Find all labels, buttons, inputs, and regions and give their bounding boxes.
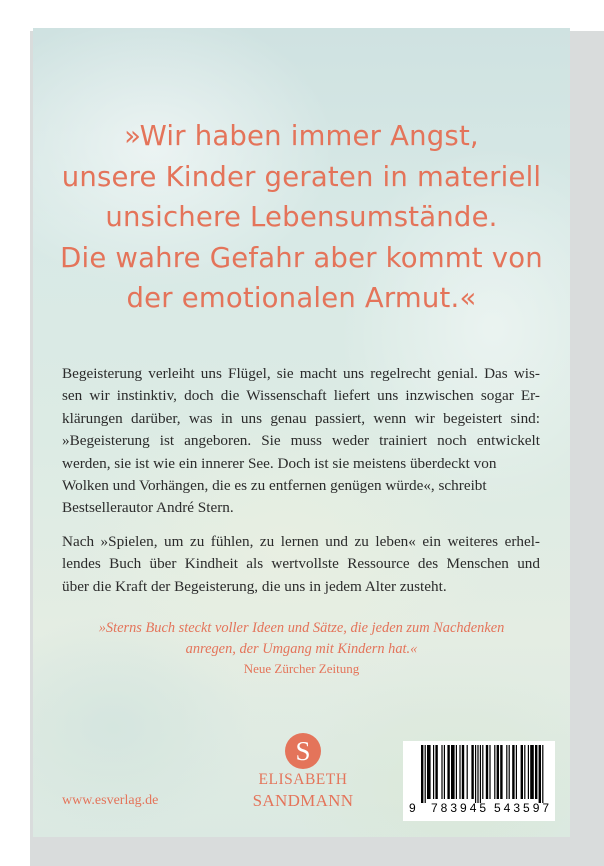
barcode-bar xyxy=(535,745,537,799)
isbn-right-group: 543597 xyxy=(494,801,553,815)
barcode-bar xyxy=(482,745,483,799)
review-line: »Sterns Buch steckt voller Ideen und Sätze, die jeden zum Nachdenken xyxy=(98,620,505,636)
isbn-number xyxy=(409,801,553,817)
publisher-name-line-1: ELISABETH xyxy=(258,771,348,788)
barcode-bar xyxy=(480,745,481,803)
barcode-bar xyxy=(459,745,460,799)
barcode-bar xyxy=(477,745,478,803)
quote-line: Die wahre Gefahr aber kommt von xyxy=(60,241,543,274)
barcode-bar xyxy=(509,745,510,799)
barcode-bar xyxy=(447,745,449,799)
description-paragraph-2 xyxy=(62,531,540,598)
barcode-bar xyxy=(444,745,445,799)
barcode-bar xyxy=(441,745,442,799)
text-line: lendes Buch über Kindheit als wertvollste Ressource des Menschen und xyxy=(62,555,540,573)
barcode-bar xyxy=(433,745,434,799)
review-source: Neue Zürcher Zeitung xyxy=(243,661,360,676)
quote-line: unsichere Lebensumstände. xyxy=(105,201,498,233)
barcode-bar xyxy=(421,745,423,803)
barcode-bar xyxy=(542,745,543,803)
barcode-bar xyxy=(506,745,507,799)
isbn-barcode xyxy=(403,741,555,821)
barcode-bar xyxy=(451,745,455,799)
quote-line: »Wir haben immer Angst, xyxy=(124,120,479,152)
review-line: anregen, der Umgang mit Kindern hat.« xyxy=(185,640,418,657)
barcode-bar xyxy=(486,745,488,799)
quote-line: unsere Kinder geraten in materiell xyxy=(61,160,542,193)
barcode-bar xyxy=(524,745,525,799)
barcode-bar xyxy=(494,745,495,799)
publisher-name-line-2: SANDMANN xyxy=(252,791,354,810)
text-line: Wolken und Vorhängen, die es zu entfernen genügen würde«, schreibt xyxy=(62,477,487,495)
cover-quote xyxy=(33,116,570,319)
barcode-bar xyxy=(456,745,457,799)
barcode-bar xyxy=(500,745,502,799)
isbn-left-group: 783945 xyxy=(431,801,490,815)
text-line: Begeisterung verleiht uns Flügel, sie macht uns regelrecht genial. Das wis- xyxy=(62,365,540,382)
barcode-bars xyxy=(409,745,549,805)
text-line: werden, sie ist wie ein innerer See. Doch ist sie meistens überdeckt von xyxy=(62,454,497,472)
publisher-website: www.esverlag.de xyxy=(62,793,159,808)
book-back-cover xyxy=(33,28,570,837)
isbn-prefix-digit: 9 xyxy=(409,801,416,815)
barcode-bar xyxy=(467,745,468,799)
quote-line: der emotionalen Armut.« xyxy=(126,282,477,314)
barcode-bar xyxy=(539,745,541,803)
description-paragraph-1 xyxy=(62,363,540,520)
barcode-bar xyxy=(497,745,499,799)
text-line: sen wir instinktiv, doch die Wissenschaft liefert uns inzwischen sogar Er- xyxy=(62,387,540,405)
barcode-bar xyxy=(435,745,437,799)
text-line: über die Kraft der Begeisterung, die uns in jedem Alter zusteht. xyxy=(62,577,447,595)
barcode-bar xyxy=(425,745,426,803)
press-review xyxy=(33,618,570,659)
logo-letter: S xyxy=(295,736,311,766)
barcode-bar xyxy=(528,745,529,799)
text-line: klärungen darüber, was in uns genau passiert, wenn wir begeistert sind: xyxy=(62,409,540,427)
barcode-bar xyxy=(427,745,431,799)
text-line: »Begeisterung ist angeboren. Sie muss weder trainiert noch entwickelt xyxy=(62,432,540,450)
publisher-name xyxy=(223,769,383,811)
barcode-bar xyxy=(489,745,490,799)
barcode-bar xyxy=(512,745,514,799)
barcode-bar xyxy=(516,745,517,799)
text-line: Nach »Spielen, um zu fühlen, zu lernen und zu leben« ein weiteres erhel- xyxy=(62,533,540,550)
text-line: Bestsellerautor André Stern. xyxy=(62,499,234,517)
barcode-bar xyxy=(475,745,476,803)
barcode-bar xyxy=(462,745,464,799)
barcode-bar xyxy=(530,745,534,799)
publisher-s-logo-icon xyxy=(285,733,321,769)
barcode-bar xyxy=(471,745,473,799)
barcode-bar xyxy=(521,745,523,799)
